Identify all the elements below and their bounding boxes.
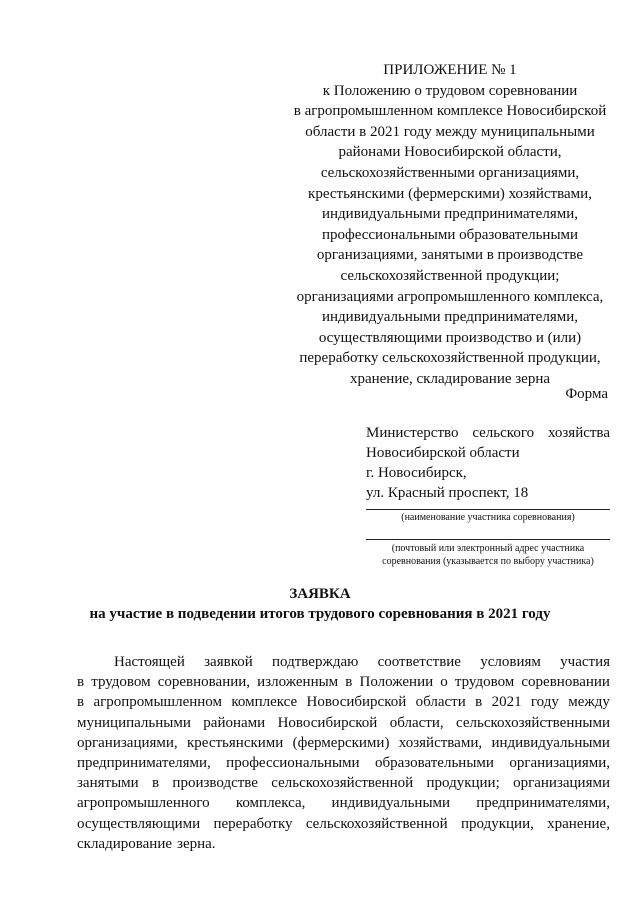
body-word: соревновании <box>521 674 610 691</box>
body-line <box>77 652 610 672</box>
appendix-line: организациями агропромышленного комплекса, <box>296 288 604 305</box>
appendix-line: индивидуальными предпринимателями, <box>321 206 578 223</box>
body-word: Новосибирской <box>306 694 407 711</box>
participant-address-underline <box>366 539 610 540</box>
body-word: крестьянскими <box>187 734 284 751</box>
body-line <box>77 753 610 773</box>
body-word: 2021 <box>491 694 522 711</box>
body-word: предпринимателями, <box>476 795 610 812</box>
caption-line: (наименование участника соревнования) <box>401 512 575 523</box>
appendix-line: районами Новосибирской области, <box>338 144 562 161</box>
body-word: подтверждаю <box>272 654 359 670</box>
body-word: организациями, <box>509 755 610 772</box>
appendix-header <box>290 60 610 390</box>
body-word: трудовом <box>454 674 515 691</box>
title-subtitle: на участие в подведении итогов трудового соревнования в 2021 году <box>89 606 551 622</box>
body-line <box>77 713 610 733</box>
body-word: агропромышленном <box>93 694 223 711</box>
recipient-word: сельского <box>472 425 535 441</box>
body-word: организациями <box>513 775 610 792</box>
body-word: в <box>475 694 483 711</box>
body-word: Новосибирской <box>277 714 378 731</box>
appendix-line: ПРИЛОЖЕНИЕ № 1 <box>383 62 517 78</box>
appendix-line: в агропромышленном комплексе Новосибирской <box>293 103 607 120</box>
body-line <box>77 834 610 854</box>
body-line <box>77 814 610 834</box>
body-line <box>77 773 610 793</box>
participant-name-underline <box>366 509 610 510</box>
body-line <box>77 692 610 712</box>
recipient-line: Новосибирской области <box>366 445 520 461</box>
body-word: складирование <box>77 835 173 852</box>
recipient-line <box>366 423 610 443</box>
document-title <box>0 584 640 624</box>
body-word: образовательными <box>374 755 494 772</box>
appendix-line: организациями, занятыми в производстве <box>316 247 584 264</box>
recipient-word: Министерство <box>366 425 459 441</box>
recipient-word: хозяйства <box>547 425 610 441</box>
recipient-address <box>366 423 610 503</box>
participant-address-caption <box>366 542 610 568</box>
recipient-line: г. Новосибирск, <box>366 465 467 481</box>
body-word: районами <box>203 714 266 731</box>
body-word: продукции, <box>461 815 534 832</box>
appendix-line: переработку сельскохозяйственной продукции, <box>299 350 601 367</box>
application-body <box>77 652 610 854</box>
appendix-line: к Положению о трудовом соревновании <box>322 82 578 99</box>
body-word: профессиональными <box>226 755 360 772</box>
caption-line: (почтовый или электронный адрес участника <box>391 543 585 554</box>
body-word: продукции; <box>426 775 500 792</box>
body-word: области, <box>389 714 444 731</box>
body-word: зерна. <box>177 835 216 852</box>
body-word: (фермерскими) <box>292 734 390 751</box>
body-word: комплексе <box>231 694 298 711</box>
body-word: в <box>152 775 160 792</box>
body-word: организациями, <box>77 734 178 751</box>
appendix-line: области в 2021 году между муниципальными <box>305 123 595 140</box>
body-word: области <box>415 694 466 711</box>
body-line <box>77 672 610 692</box>
body-word: изложенным <box>257 674 339 691</box>
appendix-line: осуществляющими производство и (или) <box>318 329 582 346</box>
appendix-line: индивидуальными предпринимателями, <box>321 309 578 326</box>
body-word: году <box>530 694 559 711</box>
caption-line: соревнования (указывается по выбору участника) <box>382 556 594 567</box>
recipient-line: ул. Красный проспект, 18 <box>366 485 529 501</box>
body-word: производстве <box>172 775 258 792</box>
form-label: Форма <box>565 386 608 402</box>
appendix-line: хранение, складирование зерна <box>349 370 551 387</box>
body-word: соревновании, <box>157 674 251 691</box>
title-main: ЗАЯВКА <box>289 586 351 602</box>
body-word: индивидуальными <box>331 795 451 812</box>
body-word: сельскохозяйственной <box>305 815 448 832</box>
body-word: о <box>440 674 448 691</box>
body-word: переработку <box>213 815 293 832</box>
body-word: индивидуальными <box>491 734 610 751</box>
body-word: в <box>345 674 353 691</box>
body-line <box>77 733 610 753</box>
body-word: Положении <box>359 674 434 691</box>
body-word: условиям <box>480 654 541 670</box>
appendix-line: профессиональными образовательными <box>321 226 579 243</box>
body-word: в <box>77 674 85 691</box>
body-word: муниципальными <box>77 714 191 731</box>
participant-name-caption <box>366 511 610 524</box>
body-word: участия <box>560 654 610 670</box>
body-word: между <box>568 694 610 711</box>
appendix-line: сельскохозяйственными организациями, <box>320 164 580 181</box>
body-word: заявкой <box>204 654 253 670</box>
body-word: агропромышленного <box>77 795 210 812</box>
body-word: предпринимателями, <box>77 755 211 772</box>
body-word: осуществляющими <box>77 815 201 832</box>
body-word: трудовом <box>91 674 151 691</box>
body-word: сельскохозяйственными <box>456 714 610 731</box>
body-word: сельскохозяйственной <box>271 775 414 792</box>
body-word: комплекса, <box>235 795 306 812</box>
appendix-line: крестьянскими (фермерскими) хозяйствами, <box>308 185 592 202</box>
body-word: хранение, <box>547 815 610 832</box>
body-line <box>77 793 610 813</box>
body-word: Настоящей <box>114 654 185 670</box>
body-word: соответствие <box>377 654 461 670</box>
body-word: хозяйствами, <box>398 734 483 751</box>
body-word: занятыми <box>77 775 139 792</box>
body-word: в <box>77 694 85 711</box>
appendix-line: сельскохозяйственной продукции; <box>340 267 560 284</box>
